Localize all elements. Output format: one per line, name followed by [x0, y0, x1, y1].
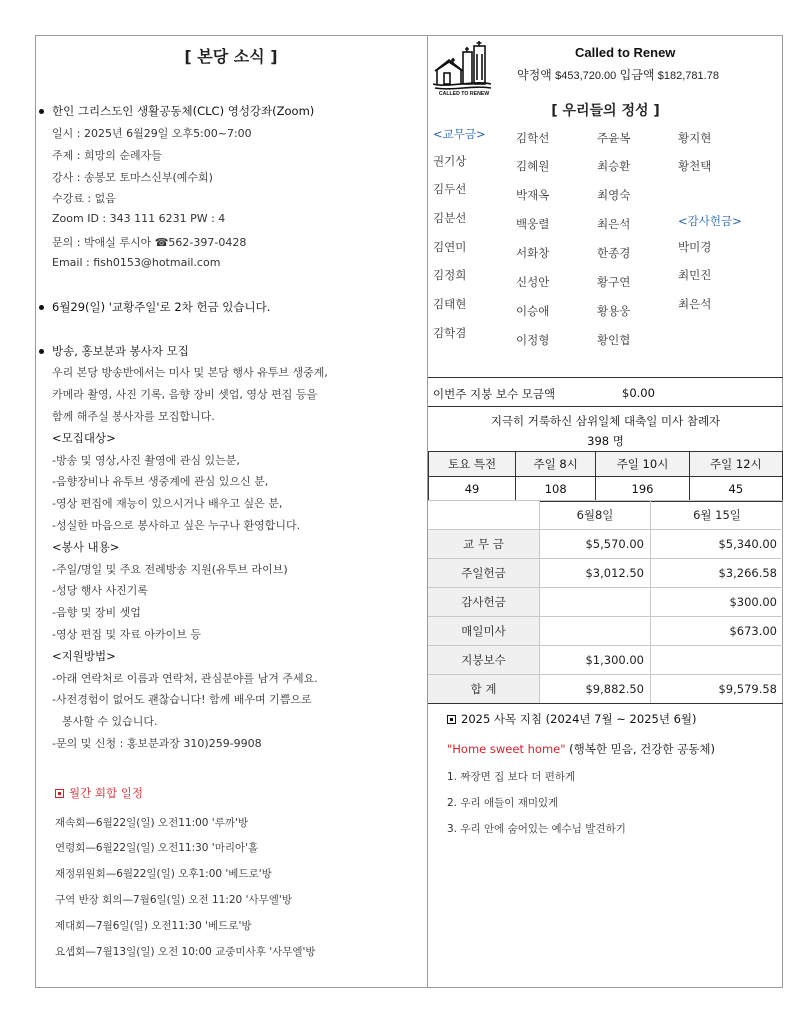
money-header: [428, 501, 540, 530]
mass-attendance-total: 398 명: [587, 434, 624, 448]
fund-bottom-rule: [428, 406, 783, 407]
mass-header: 주일 10시: [596, 452, 689, 477]
money-total-value: $9,579.58: [651, 675, 784, 704]
mass-value: 45: [689, 477, 782, 502]
donor-name: 최민진: [678, 268, 712, 282]
donor-name: 백웅렬: [516, 217, 550, 231]
money-value: $1,300.00: [540, 646, 651, 675]
bullet-icon: [39, 349, 44, 354]
schedule-item: 재속회—6월22일(일) 오전11:00 '루까'방: [55, 817, 249, 829]
donor-name: 박미경: [678, 240, 712, 254]
campaign-title: Called to Renew: [575, 45, 676, 60]
target-item: -성실한 마음으로 봉사하고 싶은 누구나 환영합니다.: [52, 519, 301, 532]
money-value: $5,340.00: [651, 530, 784, 559]
volunteer-heading-text: 방송, 홍보분과 봉사자 모집: [52, 344, 189, 358]
clc-line: 강사 : 송봉모 토마스신부(예수회): [52, 171, 213, 184]
money-value: $5,570.00: [540, 530, 651, 559]
money-value: $673.00: [651, 617, 784, 646]
roof-fund-label: 이번주 지붕 보수 모금액: [433, 387, 556, 401]
clc-line: 주제 : 희망의 순례자들: [52, 149, 162, 162]
money-total-value: $9,882.50: [540, 675, 651, 704]
logo-text: CALLED TO RENEW: [438, 91, 490, 97]
donor-name: 서화창: [516, 246, 550, 260]
method-item: -아래 연락처로 이름과 연락처, 관심분야를 남겨 주세요.: [52, 672, 318, 685]
donor-name: 황인협: [597, 333, 631, 347]
clc-line: 문의 : 박애실 루시아 ☎562-397-0428: [52, 236, 247, 249]
collection-notice: [39, 299, 270, 315]
donor-name: 한종경: [597, 246, 631, 260]
donor-name: 김분선: [433, 211, 467, 225]
donor-name: 김정희: [433, 268, 467, 282]
money-header: 6월8일: [540, 501, 651, 530]
motto-english: "Home sweet home": [447, 742, 566, 756]
donor-name: 황구연: [597, 275, 631, 289]
paid-value: $182,781.78: [657, 70, 719, 82]
clc-line: 수강료 : 없음: [52, 192, 116, 205]
donor-name: 이정형: [516, 333, 550, 347]
left-section-title: [ 본당 소식 ]: [184, 47, 278, 66]
mass-attendance-table: [428, 451, 783, 502]
volunteer-intro: 카메라 촬영, 사진 기록, 음향 장비 셋업, 영상 편집 등을: [52, 388, 318, 401]
policy-item: 1. 짜장면 집 보다 더 편하게: [447, 771, 576, 783]
target-item: -영상 편집에 재능이 있으시거나 배우고 싶은 분,: [52, 497, 283, 510]
money-total-label: 합 계: [428, 675, 540, 704]
money-label: 매일미사: [428, 617, 540, 646]
donor-name: 김태현: [433, 297, 467, 311]
volunteer-intro: 우리 본당 방송반에서는 미사 및 본당 행사 유투브 생중계,: [52, 366, 328, 379]
offering-amounts-table: [428, 500, 783, 704]
pastoral-policy-title-text: 2025 사목 지침 (2024년 7월 ~ 2025년 6월): [461, 712, 697, 726]
money-value: [540, 617, 651, 646]
content-item: -음향 및 장비 셋업: [52, 606, 141, 619]
mass-value: 108: [516, 477, 596, 502]
schedule-item: 연령회—6월22일(일) 오전11:30 '마리아'홀: [55, 842, 259, 854]
method-heading: <지원방법>: [52, 649, 116, 663]
bullet-icon: [39, 305, 44, 310]
money-label: 교 무 금: [428, 530, 540, 559]
target-item: -방송 및 영상,사진 촬영에 관심 있는분,: [52, 454, 240, 467]
schedule-item: 제대회—7월6일(일) 오전11:30 '베드로'방: [55, 920, 252, 932]
donor-name: 김학선: [516, 131, 550, 145]
schedule-item: 구역 반장 회의—7월6일(일) 오전 11:20 '사무엘'방: [55, 894, 292, 906]
called-to-renew-logo: [433, 40, 495, 98]
donor-name: 김연미: [433, 240, 467, 254]
money-value: [540, 588, 651, 617]
donor-name: 주윤복: [597, 131, 631, 145]
donor-name: 이승애: [516, 304, 550, 318]
donor-name: 김두선: [433, 182, 467, 196]
mass-header: 주일 8시: [516, 452, 596, 477]
money-value: $300.00: [651, 588, 784, 617]
schedule-item: 요셉회—7월13일(일) 오전 10:00 교중미사후 '사무엘'방: [55, 946, 316, 958]
policy-item: 2. 우리 애들이 재미있게: [447, 797, 559, 809]
mass-attendance-title: 지극히 거룩하신 삼위일체 대축일 미사 참례자: [490, 414, 721, 428]
mass-value: 49: [429, 477, 516, 502]
donor-name: 황천택: [678, 159, 712, 173]
donor-name: 박재옥: [516, 188, 550, 202]
content-heading: <봉사 내용>: [52, 540, 120, 554]
donor-name: 황지현: [678, 131, 712, 145]
donor-name: 최승환: [597, 159, 631, 173]
money-value: $3,012.50: [540, 559, 651, 588]
clc-email[interactable]: Email : fish0153@hotmail.com: [52, 256, 221, 269]
mass-header: 주일 12시: [689, 452, 782, 477]
policy-item: 3. 우리 안에 숨어있는 예수님 발견하기: [447, 823, 626, 835]
square-bullet-icon: [55, 789, 64, 798]
campaign-amounts: [517, 66, 719, 83]
donor-name: 김혜원: [516, 159, 550, 173]
motto-korean: (행복한 믿음, 건강한 공동체): [565, 742, 715, 756]
method-item: -문의 및 신청 : 홍보분과장 310)259-9908: [52, 737, 262, 750]
method-item: 봉사할 수 있습니다.: [62, 715, 158, 728]
pastoral-policy-title: [447, 711, 697, 727]
fund-top-rule: [428, 377, 783, 378]
donor-name: 권기상: [433, 154, 467, 168]
content-item: -영상 편집 및 자료 아카이브 등: [52, 628, 201, 641]
clc-line: Zoom ID : 343 111 6231 PW : 4: [52, 212, 226, 225]
schedule-heading: [55, 785, 143, 801]
donor-name: 김학겸: [433, 326, 467, 340]
money-header: 6월 15일: [651, 501, 784, 530]
donor-name: 최은석: [597, 217, 631, 231]
target-heading: <모집대상>: [52, 431, 116, 445]
clc-heading-text: 한인 그리스도인 생활공동체(CLC) 영성강좌(Zoom): [52, 104, 315, 118]
target-item: -음향장비나 유투브 생중계에 관심 있으신 분,: [52, 475, 269, 488]
clc-line: 일시 : 2025년 6월29일 오후5:00~7:00: [52, 127, 252, 140]
donor-name: 신성안: [516, 275, 550, 289]
collection-notice-text: 6월29(일) '교황주일'로 2차 헌금 있습니다.: [52, 300, 271, 314]
money-label: 감사헌금: [428, 588, 540, 617]
content-item: -성당 행사 사진기록: [52, 584, 148, 597]
money-value: [651, 646, 784, 675]
pledge-label: 약정액: [517, 68, 552, 82]
mass-value: 196: [596, 477, 689, 502]
volunteer-intro: 함께 해주실 봉사자를 모집합니다.: [52, 410, 215, 423]
pastoral-motto: [447, 741, 715, 757]
method-item: -사전경험이 없어도 괜찮습니다! 함께 배우며 기쁨으로: [52, 693, 312, 706]
pledge-value: $453,720.00: [555, 70, 617, 82]
schedule-heading-text: 월간 회합 일정: [69, 786, 143, 800]
roof-fund-value: $0.00: [622, 386, 655, 400]
volunteer-heading: [39, 343, 189, 359]
offerings-title: [ 우리들의 정성 ]: [551, 103, 660, 119]
clc-heading: [39, 103, 314, 119]
donor-name: 최은석: [678, 297, 712, 311]
mass-header: 토요 특전: [429, 452, 516, 477]
money-label: 주일헌금: [428, 559, 540, 588]
donor-name: 황용웅: [597, 304, 631, 318]
paid-label: 입금액: [619, 68, 655, 82]
bullet-icon: [39, 109, 44, 114]
schedule-item: 재정위원회—6월22일(일) 오후1:00 '베드로'방: [55, 868, 272, 880]
donor-name: 최영숙: [597, 188, 631, 202]
money-value: $3,266.58: [651, 559, 784, 588]
square-bullet-icon: [447, 715, 456, 724]
category-label: <교무금>: [433, 127, 486, 141]
money-label: 지붕보수: [428, 646, 540, 675]
content-item: -주일/명일 및 주요 전례방송 지원(유투브 라이브): [52, 563, 288, 576]
category-label: <감사헌금>: [678, 214, 742, 228]
